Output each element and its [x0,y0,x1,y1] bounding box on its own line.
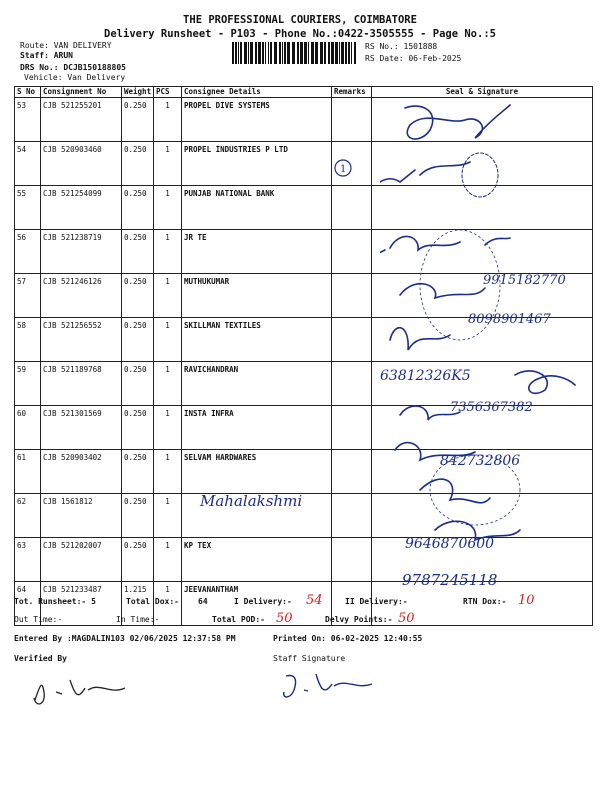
row-consignment-no: CJB 521238719 [41,230,122,274]
entered-by: Entered By :MAGDALIN103 02/06/2025 12:37:58 PM [14,634,236,643]
row-sno: 54 [15,142,41,186]
staff-signature-label: Staff Signature [273,654,346,663]
rtn-dox-label: RTN Dox:- [463,597,507,606]
row-sno: 56 [15,230,41,274]
out-time-label: Out Time:- [14,615,63,624]
row-weight: 0.250 [122,318,154,362]
col-pcs: PCS [154,87,182,98]
row-remarks [332,98,372,142]
row-consignment-no: CJB 521246126 [41,274,122,318]
row-weight: 0.250 [122,494,154,538]
signature-scribbles [380,100,590,560]
tot-runsheet: Tot. Runsheet:- 5 [14,597,96,606]
row-weight: 0.250 [122,450,154,494]
row-weight: 0.250 [122,142,154,186]
rs-no-label: RS No.: 1501888 [365,42,438,51]
row-pcs: 1 [154,230,182,274]
handwritten-phone-58: 8098901467 [468,312,551,327]
vehicle-label: Vehicle: Van Delivery [24,73,126,82]
row-pcs: 1 [154,318,182,362]
row-consignee: RAVICHANDRAN [182,362,332,406]
in-time-label: In Time:- [116,615,160,624]
row-consignment-no: CJB 521254099 [41,186,122,230]
runsheet-title: Delivery Runsheet - P103 - Phone No.:0422-3505555 - Page No.:5 [104,28,496,40]
row-sno: 57 [15,274,41,318]
total-pod-label: Total POD:- [212,615,265,624]
row-pcs: 1 [154,98,182,142]
row-weight: 0.250 [122,230,154,274]
row-consignee: JEEVANANTHAM [182,582,332,626]
row-consignment-no: CJB 521256552 [41,318,122,362]
row-consignment-no: CJB 521301569 [41,406,122,450]
delvy-points-handwritten: 50 [398,611,415,626]
row-pcs: 1 [154,494,182,538]
col-consignee: Consignee Details [182,87,332,98]
handwritten-phone-60: 7356367382 [450,400,533,415]
row-consignment-no: CJB 521189768 [41,362,122,406]
col-weight: Weight [122,87,154,98]
row-weight: 1.215 [122,582,154,626]
row-sno: 62 [15,494,41,538]
row-consignee: JR TE [182,230,332,274]
row-remarks [332,450,372,494]
delivery-count-handwritten: 54 [306,593,323,608]
printed-on: Printed On: 06-02-2025 12:40:55 [273,634,423,643]
row-consignment-no: CJB 521233487 [41,582,122,626]
row-weight: 0.250 [122,406,154,450]
row-sno: 55 [15,186,41,230]
row-weight: 0.250 [122,98,154,142]
total-dox-value: 64 [198,597,208,606]
row-pcs: 1 [154,362,182,406]
row-consignee: PROPEL DIVE SYSTEMS [182,98,332,142]
i-delivery-label: I Delivery:- [234,597,292,606]
staff-label: Staff: ARUN [20,51,73,60]
row-pcs: 1 [154,450,182,494]
row-sno: 60 [15,406,41,450]
row-pcs: 1 [154,582,182,626]
row-consignee: SKILLMAN TEXTILES [182,318,332,362]
row-consignment-no: CJB 520903402 [41,450,122,494]
col-remarks: Remarks [332,87,372,98]
row-pcs: 1 [154,274,182,318]
row-consignment-no: CJB 1561812 [41,494,122,538]
row-sno: 58 [15,318,41,362]
col-consignment: Consignment No [41,87,122,98]
handwritten-phone-63: 9646870600 [405,536,495,552]
row-consignment-no: CJB 520903460 [41,142,122,186]
row-pcs: 1 [154,186,182,230]
row-consignee: KP TEX [182,538,332,582]
staff-signature-image [280,668,380,704]
handwritten-phone-61: 842732806 [440,453,521,469]
table-header-row [15,87,593,98]
route-label: Route: VAN DELIVERY [20,41,112,50]
ii-delivery-label: II Delivery:- [345,597,408,606]
row-remarks [332,494,372,538]
delvy-points-label: Delvy Points:- [325,615,393,624]
row-remarks [332,230,372,274]
row-remarks [332,274,372,318]
row-remarks [332,318,372,362]
company-title: THE PROFESSIONAL COURIERS, COIMBATORE [183,14,417,26]
col-sno: S No [15,87,41,98]
drs-label: DRS No.: DCJB150188805 [20,63,126,72]
circled-note-mark [333,158,353,178]
row-consignee: INSTA INFRA [182,406,332,450]
verified-by-signature [30,670,140,710]
row-sno: 63 [15,538,41,582]
row-pcs: 1 [154,142,182,186]
row-consignee: SELVAM HARDWARES [182,450,332,494]
row-weight: 0.250 [122,274,154,318]
rs-date-label: RS Date: 06-Feb-2025 [365,54,462,63]
row-consignment-no: CJB 521255201 [41,98,122,142]
rtn-count-handwritten: 10 [518,593,535,608]
row-consignment-no: CJB 521202007 [41,538,122,582]
pod-count-handwritten: 50 [276,611,293,626]
row-sno: 64 [15,582,41,626]
row-remarks [332,186,372,230]
row-consignee: PUNJAB NATIONAL BANK [182,186,332,230]
col-seal: Seal & Signature [372,87,593,98]
verified-by-label: Verified By [14,654,67,663]
row-remarks [332,406,372,450]
handwritten-name-62: Mahalakshmi [200,492,303,510]
handwritten-phone-57: 9915182770 [483,273,566,288]
row-remarks [332,538,372,582]
row-remarks [332,362,372,406]
handwritten-phone-64: 9787245118 [402,571,498,589]
row-consignee: PROPEL INDUSTRIES P LTD [182,142,332,186]
row-sno: 53 [15,98,41,142]
row-weight: 0.250 [122,186,154,230]
handwritten-phone-59: 63812326K5 [380,368,471,384]
row-consignee: MUTHUKUMAR [182,274,332,318]
row-pcs: 1 [154,538,182,582]
svg-text:1: 1 [340,164,347,175]
total-dox-label: Total Dox:- [126,597,179,606]
row-weight: 0.250 [122,362,154,406]
row-sno: 59 [15,362,41,406]
row-pcs: 1 [154,406,182,450]
barcode-image [232,42,358,64]
row-sno: 61 [15,450,41,494]
row-weight: 0.250 [122,538,154,582]
